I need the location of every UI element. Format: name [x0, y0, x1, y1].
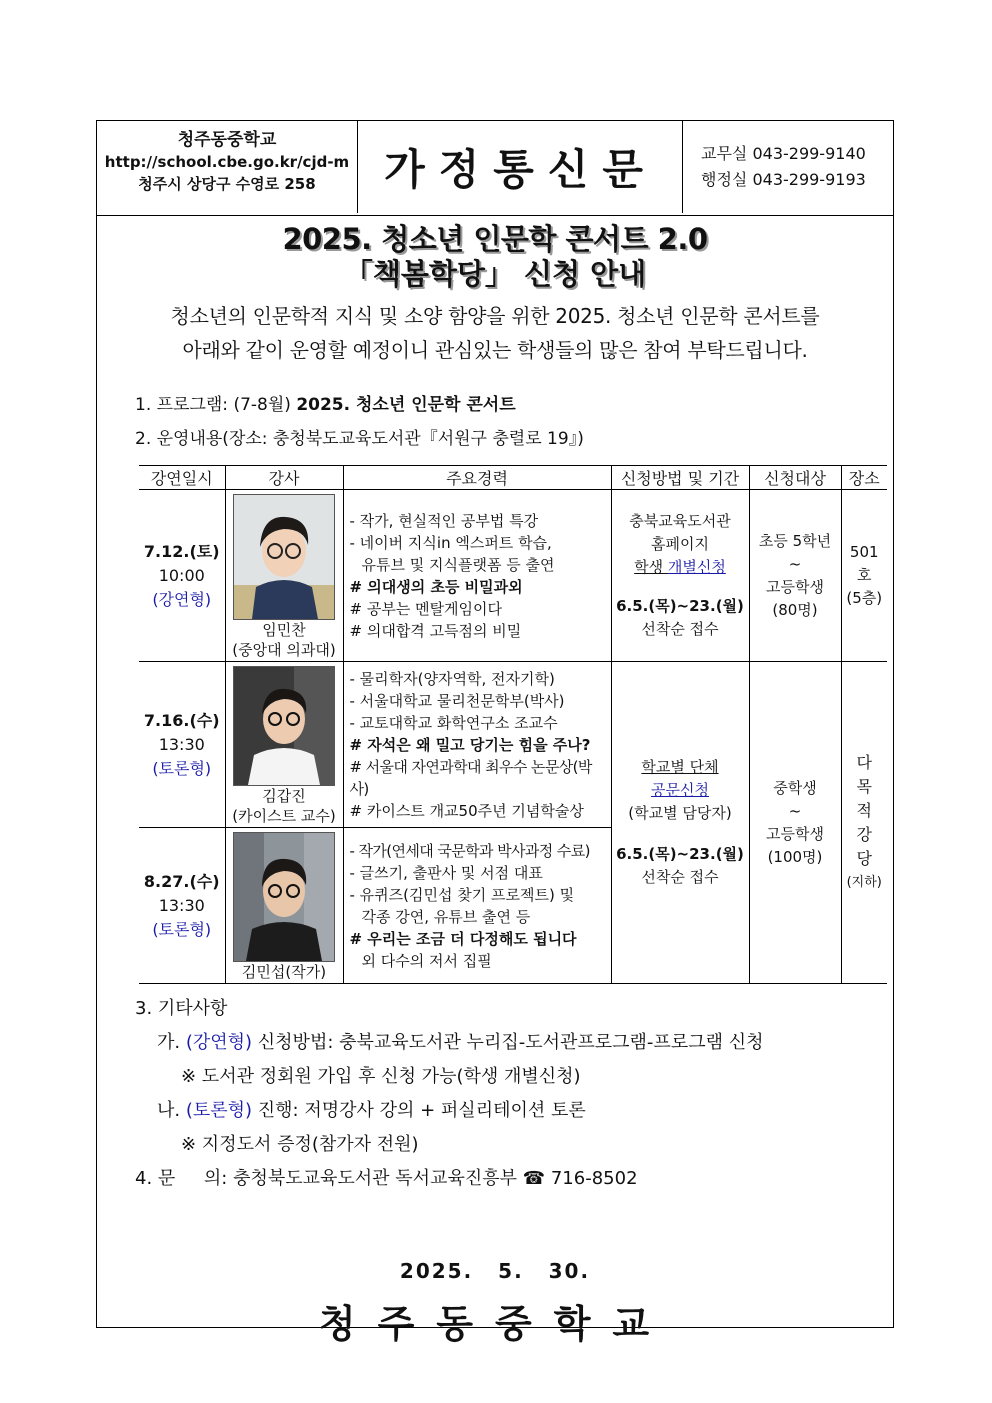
place-char: 당 — [856, 848, 872, 868]
doc-title: 가정통신문 — [384, 145, 657, 194]
row2-type: (토론형) — [152, 758, 212, 778]
item-content: 2. 운영내용(장소: 충청북도교육도서관『서원구 충렬로 19』) — [135, 429, 584, 449]
apply-first-come: 선착순 접수 — [641, 620, 719, 638]
intro-line2: 아래와 같이 운영할 예정이니 관심있는 학생들의 많은 참여 부탁드립니다. — [182, 338, 808, 362]
career-line: 외 다수의 저서 집필 — [361, 951, 492, 970]
row2-time: 13:30 — [158, 734, 205, 754]
group-place — [841, 662, 887, 984]
etc-a-text: 신청방법: 충북교육도서관 누리집-도서관프로그램-프로그램 신청 — [252, 1032, 764, 1053]
row1-place — [841, 490, 887, 662]
etc-a-type: (강연형) — [185, 1032, 253, 1053]
row3-type: (토론형) — [152, 919, 212, 939]
group-apply — [611, 662, 749, 984]
item-inquiry: 4. 문 의: 충청북도교육도서관 독서교육진흥부 ☎ 716-8502 — [135, 1168, 638, 1189]
school-url[interactable]: http://school.cbe.go.kr/cjd-m — [104, 153, 350, 171]
row1-time: 10:00 — [158, 565, 205, 585]
item-program-name: 2025. 청소년 인문학 콘서트 — [296, 395, 516, 415]
place-char: 목 — [856, 776, 872, 796]
th-apply: 신청방법 및 기간 — [611, 466, 749, 490]
etc-b-note: ※ 지정도서 증정(참가자 전원) — [181, 1134, 419, 1155]
row1-type: (강연형) — [152, 589, 212, 609]
row1-career — [343, 490, 611, 662]
career-line: 각종 강연, 유튜브 출연 등 — [361, 907, 531, 926]
row3-date-day: 8.27.(수) — [143, 871, 220, 891]
target-line: 고등학생 — [766, 824, 824, 843]
row2-date-day: 7.16.(수) — [143, 710, 220, 730]
table-row — [139, 490, 887, 662]
place-line: 501 — [849, 543, 879, 561]
row1-speaker-name: 임민찬 — [262, 620, 306, 639]
apply-individual-label: 개별신청 — [667, 558, 726, 576]
page-title-line2: 「책봄학당」 신청 안내 — [343, 257, 647, 291]
career-line: # 우리는 조금 더 다정해도 됩니다 — [349, 929, 577, 948]
row3-career — [343, 828, 611, 984]
place-char: 다 — [856, 752, 872, 772]
row3-time: 13:30 — [158, 895, 205, 915]
career-line: - 작가, 현실적인 공부법 특강 — [349, 511, 539, 530]
etc-b-type: (토론형) — [185, 1100, 253, 1121]
group-apply-period: 6.5.(목)~23.(월) — [616, 845, 744, 863]
target-line: 초등 5학년 — [758, 531, 832, 550]
table-row — [139, 662, 887, 828]
place-line: (5층) — [846, 589, 883, 607]
school-info — [97, 121, 358, 213]
notice-frame — [96, 120, 894, 1346]
target-line: ~ — [788, 554, 802, 573]
speaker-photo — [233, 494, 335, 620]
etc-b-text: 진행: 저명강사 강의 + 퍼실리테이션 토론 — [252, 1100, 586, 1121]
intro-paragraph — [117, 299, 873, 367]
th-speaker: 강사 — [225, 466, 343, 490]
apply-period: 6.5.(목)~23.(월) — [616, 597, 744, 615]
row2-speaker-affil: (카이스트 교수) — [232, 806, 336, 825]
career-line: # 의대생의 초등 비밀과외 — [349, 577, 523, 596]
table-header-row — [139, 466, 887, 490]
place-char: 강 — [856, 824, 872, 844]
th-target: 신청대상 — [749, 466, 841, 490]
intro-line1: 청소년의 인문학적 지식 및 소양 함양을 위한 2025. 청소년 인문학 콘서트를 — [170, 304, 820, 328]
career-line: # 공부는 멘탈게임이다 — [349, 599, 503, 618]
career-line: - 유퀴즈(김민섭 찾기 프로젝트) 및 — [349, 885, 575, 904]
group-target — [749, 662, 841, 984]
group-apply-line3: (학교별 담당자) — [628, 804, 732, 822]
group-apply-line1: 학교별 단체 — [641, 758, 719, 776]
row1-apply — [611, 490, 749, 662]
schedule-table — [139, 465, 887, 984]
target-line: 고등학생 — [766, 577, 824, 596]
career-line: # 자석은 왜 밀고 당기는 힘을 주나? — [349, 735, 591, 754]
place-char: (지하) — [846, 874, 882, 890]
apply-individual — [612, 556, 749, 579]
item-program — [135, 393, 516, 417]
row1-speaker-affil: (중앙대 의과대) — [232, 640, 336, 659]
item-program-label: 1. 프로그램: (7-8월) — [135, 395, 297, 415]
target-line: 중학생 — [773, 778, 817, 797]
school-address: 청주시 상당구 수영로 258 — [138, 175, 316, 193]
career-line: 유튜브 및 지식플랫폼 등 출연 — [361, 555, 555, 574]
row1-date — [139, 490, 225, 662]
speaker-photo — [233, 666, 335, 786]
contact-info — [685, 141, 895, 193]
phone-admin: 행정실 043-299-9193 — [701, 170, 866, 189]
th-career: 주요경력 — [343, 466, 611, 490]
apply-line: 홈페이지 — [651, 535, 709, 553]
target-line: (100명) — [767, 847, 823, 866]
speaker-photo — [233, 832, 335, 962]
career-line: # 서울대 자연과학대 최우수 논문상(박사) — [349, 757, 592, 798]
group-apply-official: 공문신청 — [651, 781, 709, 799]
career-line: - 물리학자(양자역학, 전자기학) — [349, 669, 555, 688]
row2-date — [139, 662, 225, 828]
etc-a — [157, 1031, 763, 1055]
apply-student: 학생 — [634, 558, 668, 576]
etc-b — [157, 1099, 586, 1123]
row3-speaker-name: 김민섭(작가) — [241, 962, 327, 981]
target-line: (80명) — [772, 600, 818, 619]
place-char: 적 — [856, 800, 872, 820]
row1-speaker — [225, 490, 343, 662]
career-line: # 의대합격 고득점의 비밀 — [349, 621, 522, 640]
row1-date-day: 7.12.(토) — [143, 541, 220, 561]
career-line: # 카이스트 개교50주년 기념학술상 — [349, 801, 584, 820]
career-line: - 서울대학교 물리천문학부(박사) — [349, 691, 565, 710]
th-place: 장소 — [841, 466, 887, 490]
group-apply-first-come: 선착순 접수 — [641, 868, 719, 886]
target-line: ~ — [788, 801, 802, 820]
row3-speaker — [225, 828, 343, 984]
etc-a-label: 가. — [157, 1032, 186, 1053]
career-line: - 글쓰기, 출판사 및 서점 대표 — [349, 863, 543, 882]
row3-date — [139, 828, 225, 984]
row2-speaker-name: 김갑진 — [262, 786, 306, 805]
row1-target — [749, 490, 841, 662]
school-name: 청주동중학교 — [177, 130, 277, 150]
row2-speaker — [225, 662, 343, 828]
etc-a-note: ※ 도서관 정회원 가입 후 신청 가능(학생 개별신청) — [181, 1066, 581, 1087]
item-etc: 3. 기타사항 — [135, 998, 228, 1019]
etc-b-label: 나. — [157, 1100, 186, 1121]
career-line: - 네이버 지식in 엑스퍼트 학습, — [349, 533, 552, 552]
row2-career — [343, 662, 611, 828]
doc-title-box — [359, 121, 683, 213]
header — [97, 121, 893, 216]
apply-line: 충북교육도서관 — [629, 512, 731, 530]
th-date: 강연일시 — [139, 466, 225, 490]
place-line: 호 — [857, 566, 872, 584]
issue-date: 2025. 5. 30. — [399, 1259, 591, 1283]
page-title-line1: 2025. 청소년 인문학 콘서트 2.0 — [282, 222, 708, 256]
career-line: - 교토대학교 화학연구소 조교수 — [349, 713, 558, 732]
career-line: - 작가(연세대 국문학과 박사과정 수료) — [349, 841, 590, 860]
school-signature: 청주동중학교 — [318, 1302, 672, 1346]
phone-office: 교무실 043-299-9140 — [701, 144, 866, 163]
